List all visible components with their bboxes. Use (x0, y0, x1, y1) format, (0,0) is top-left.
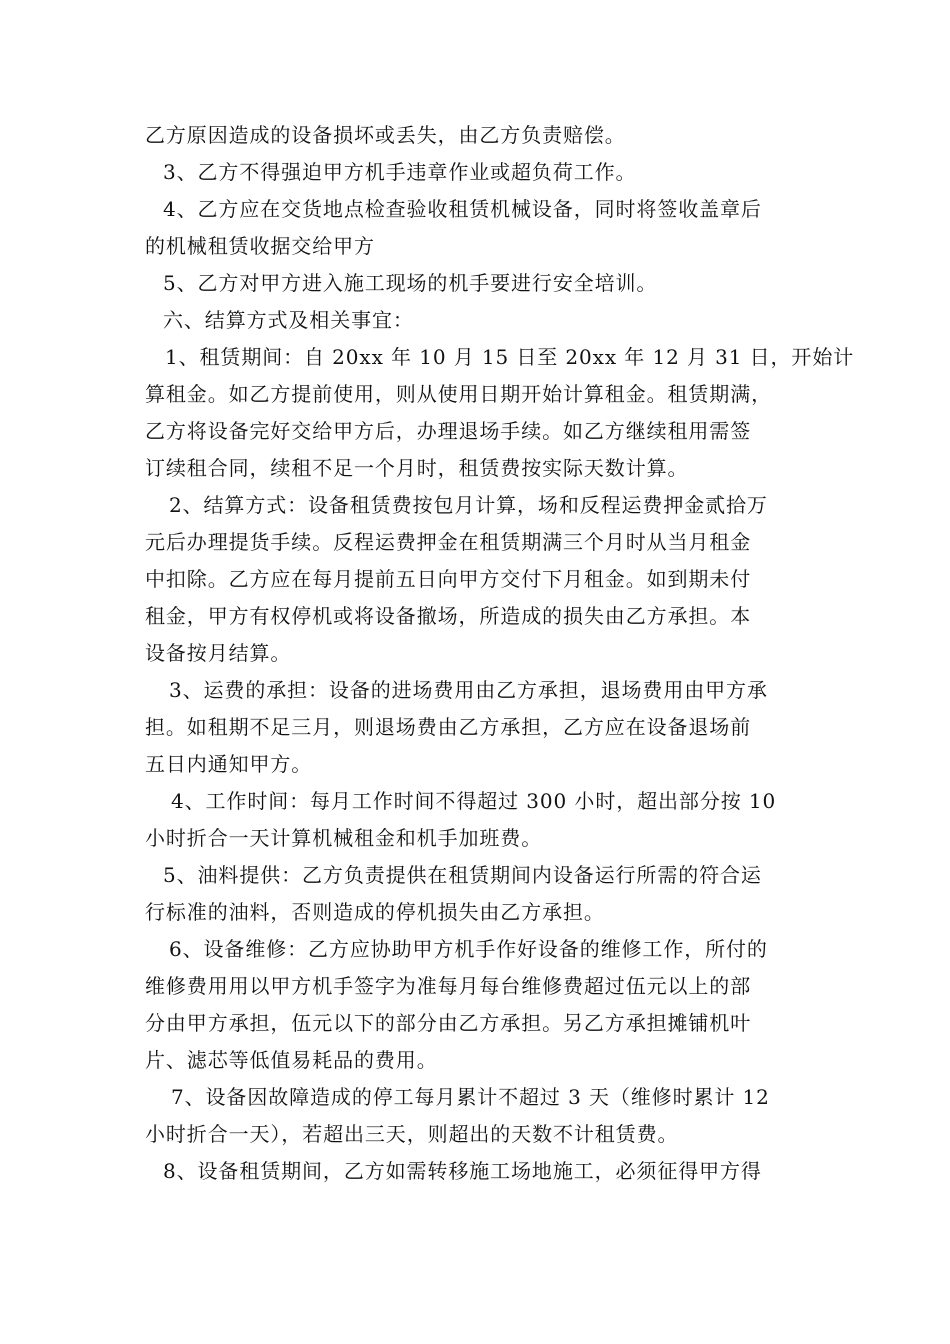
text-line: 2、结算方式：设备租赁费按包月计算，场和反程运费押金贰拾万 (169, 493, 768, 517)
text-line: 订续租合同，续租不足一个月时，租赁费按实际天数计算。 (145, 456, 689, 480)
text-line: 3、运费的承担：设备的进场费用由乙方承担，退场费用由甲方承 (169, 678, 768, 702)
text-line: 设备按月结算。 (145, 641, 292, 665)
document-body (145, 117, 855, 1190)
text-line: 分由甲方承担，伍元以下的部分由乙方承担。另乙方承担摊铺机叶 (145, 1011, 752, 1035)
text-line: 片、滤芯等低值易耗品的费用。 (145, 1048, 438, 1072)
text-line: 五日内通知甲方。 (145, 752, 313, 776)
text-line: 乙方将设备完好交给甲方后，办理退场手续。如乙方继续租用需签 (145, 419, 752, 443)
text-line: 的机械租赁收据交给甲方 (145, 234, 375, 258)
text-line: 1、租赁期间：自 20xx 年 10 月 15 日至 20xx 年 12 月 31 日，开始计 (165, 345, 855, 369)
text-line: 中扣除。乙方应在每月提前五日向甲方交付下月租金。如到期未付 (145, 567, 752, 591)
text-line: 8、设备租赁期间，乙方如需转移施工场地施工，必须征得甲方得 (163, 1159, 762, 1183)
text-line: 3、乙方不得强迫甲方机手违章作业或超负荷工作。 (163, 160, 637, 184)
text-line: 租金，甲方有权停机或将设备撤场，所造成的损失由乙方承担。本 (145, 604, 752, 628)
text-line: 6、设备维修：乙方应协助甲方机手作好设备的维修工作，所付的 (169, 937, 768, 961)
text-line: 5、油料提供：乙方负责提供在租赁期间内设备运行所需的符合运 (163, 863, 762, 887)
text-line: 小时折合一天），若超出三天，则超出的天数不计租赁费。 (145, 1122, 679, 1146)
text-line: 小时折合一天计算机械租金和机手加班费。 (145, 826, 543, 850)
section-heading: 六、结算方式及相关事宜： (163, 308, 414, 332)
text-line: 维修费用用以甲方机手签字为准每月每台维修费超过伍元以上的部 (145, 974, 752, 998)
text-line: 元后办理提货手续。反程运费押金在租赁期满三个月时从当月租金 (145, 530, 752, 554)
text-line: 7、设备因故障造成的停工每月累计不超过 3 天（维修时累计 12 (171, 1085, 770, 1109)
text-line: 担。如租期不足三月，则退场费由乙方承担，乙方应在设备退场前 (145, 715, 752, 739)
text-line: 行标准的油料，否则造成的停机损失由乙方承担。 (145, 900, 605, 924)
text-line: 乙方原因造成的设备损坏或丢失，由乙方负责赔偿。 (145, 123, 626, 147)
text-line: 5、乙方对甲方进入施工现场的机手要进行安全培训。 (163, 271, 658, 295)
text-line: 4、工作时间：每月工作时间不得超过 300 小时，超出部分按 10 (171, 789, 777, 813)
text-line: 算租金。如乙方提前使用，则从使用日期开始计算租金。租赁期满， (145, 382, 772, 406)
text-line: 4、乙方应在交货地点检查验收租赁机械设备，同时将签收盖章后 (163, 197, 762, 221)
